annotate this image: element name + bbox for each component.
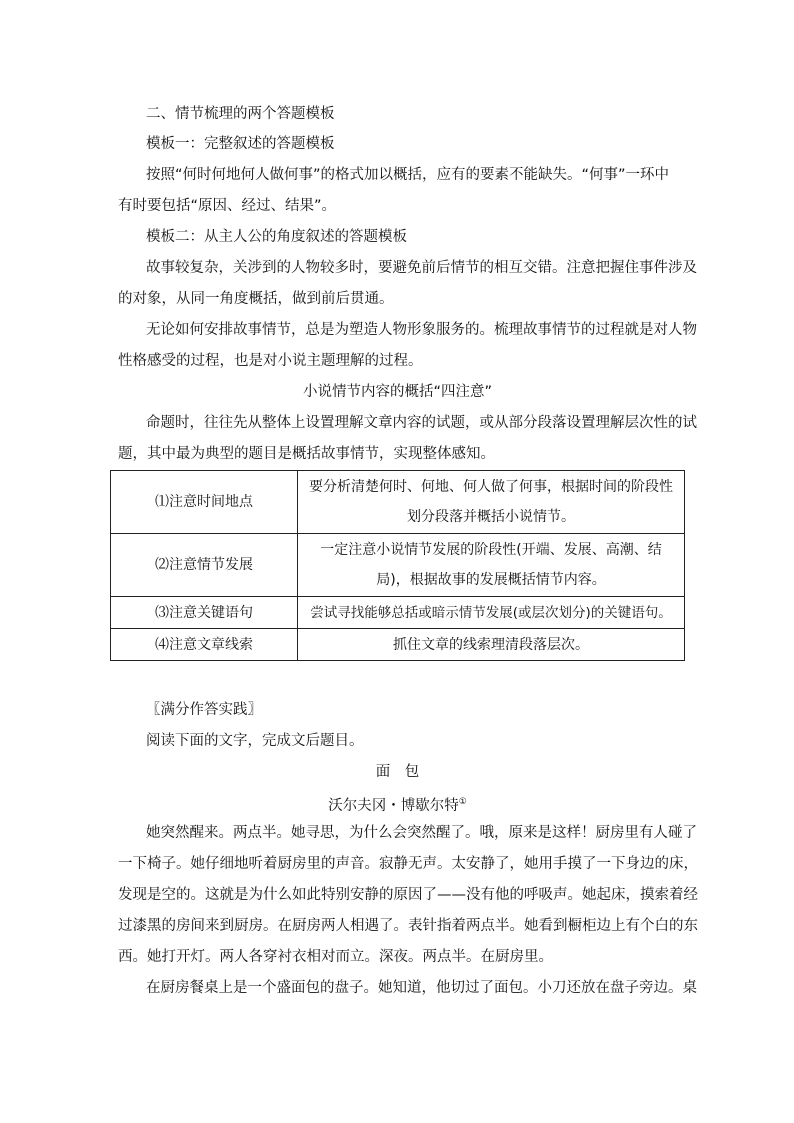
story-author: 沃尔夫冈・博歇尔特 <box>328 797 459 814</box>
template2-body-line2: 的对象，从同一角度概括，做到前后贯通。 <box>118 291 394 307</box>
row-content: 尝试寻找能够总括或暗示情节发展(或层次划分)的关键语句。 <box>298 597 685 629</box>
four-notes-table <box>110 470 685 661</box>
intro-line1: 命题时，往往先从整体上设置理解文章内容的试题，或从部分段落设置理解层次性的试 <box>146 415 697 431</box>
table-row <box>111 597 685 629</box>
row-label: ⑷注意文章线索 <box>111 629 298 661</box>
template1-title: 模板一：完整叙述的答题模板 <box>146 136 335 152</box>
story-paragraph2-line: 在厨房餐桌上是一个盛面包的盘子。她知道，他切过了面包。小刀还放在盘子旁边。桌 <box>146 980 697 996</box>
table-row <box>111 471 685 534</box>
row-label: ⑴注意时间地点 <box>111 471 298 534</box>
story-paragraph1-line: 发现是空的。这就是为什么如此特别安静的原因了——没有他的呼吸声。她起床，摸索着经 <box>118 887 698 903</box>
practice-heading: 〖满分作答实践〗 <box>146 702 262 718</box>
template1-body-line2: 有时要包括“原因、经过、结果”。 <box>118 198 337 214</box>
row-label: ⑵注意情节发展 <box>111 534 298 597</box>
row-content-line: 局)，根据故事的发展概括情节内容。 <box>376 572 606 588</box>
row-content <box>298 471 685 534</box>
story-paragraph1-line: 过漆黑的房间来到厨房。在厨房两人相遇了。表针指着两点半。她看到橱柜边上有个白的东 <box>118 918 698 934</box>
paragraph3-line1: 无论如何安排故事情节，总是为塑造人物形象服务的。梳理故事情节的过程就是对人物 <box>146 322 697 338</box>
row-label: ⑶注意关键语句 <box>111 597 298 629</box>
table-row <box>111 629 685 661</box>
template2-body-line1: 故事较复杂，关涉到的人物较多时，要避免前后情节的相互交错。注意把握住事件涉及 <box>146 260 697 276</box>
section-heading: 二、情节梳理的两个答题模板 <box>146 106 335 122</box>
row-content-line: 一定注意小说情节发展的阶段性(开端、发展、高潮、结 <box>320 542 662 558</box>
story-title: 面 包 <box>375 764 420 780</box>
template1-body-line1: 按照“何时何地何人做何事”的格式加以概括，应有的要素不能缺失。“何事”一环中 <box>146 167 670 183</box>
story-paragraph1-line: 她突然醒来。两点半。她寻思，为什么会突然醒了。哦，原来是这样！厨房里有人碰了 <box>146 825 697 841</box>
intro-line2: 题，其中最为典型的题目是概括故事情节，实现整体感知。 <box>118 446 495 462</box>
story-byline <box>110 792 685 816</box>
paragraph3-line2: 性格感受的过程，也是对小说主题理解的过程。 <box>118 353 423 369</box>
row-content-line: 划分段落并概括小说情节。 <box>407 509 575 525</box>
table-title: 小说情节内容的概括“四注意” <box>302 384 493 400</box>
row-content: 抓住文章的线索理清段落层次。 <box>298 629 685 661</box>
row-content <box>298 534 685 597</box>
practice-instruction: 阅读下面的文字，完成文后题目。 <box>146 733 364 749</box>
row-content-line: 要分析清楚何时、何地、何人做了何事，根据时间的阶段性 <box>309 479 673 495</box>
story-paragraph1-line: 一下椅子。她仔细地听着厨房里的声音。寂静无声。太安静了，她用手摸了一下身边的床， <box>118 856 698 872</box>
template2-title: 模板二：从主人公的角度叙述的答题模板 <box>146 229 407 245</box>
footnote-marker: ① <box>458 797 467 807</box>
table-row <box>111 534 685 597</box>
story-paragraph1-line: 西。她打开灯。两人各穿衬衣相对而立。深夜。两点半。在厨房里。 <box>118 949 553 965</box>
